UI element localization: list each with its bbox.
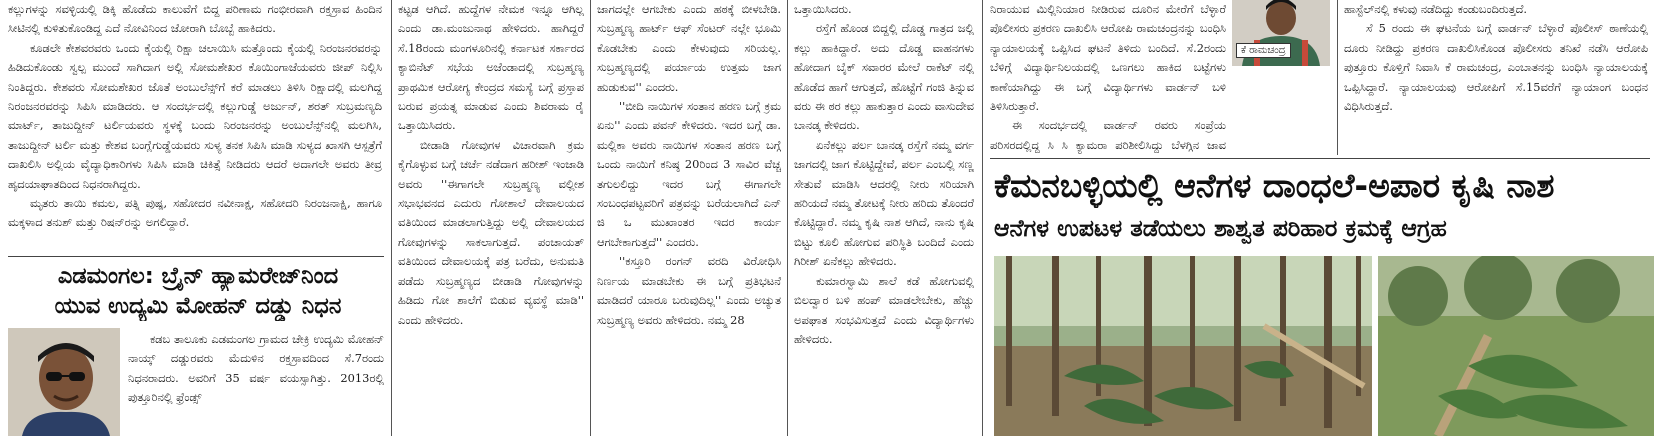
column-5 — [990, 0, 1226, 155]
photo-caption: ಕೆ ರಾಮಚಂದ್ರ — [1236, 43, 1291, 58]
story-paragraph: ''ಕಸ್ತೂರಿ ರಂಗನ್ ವರದಿ ವಿರೋಧಿಸಿ ನಿರ್ಣಯ ಮಾಡಬೇಕು ಈ ಬಗ್ಗೆ ಪ್ರತಿಭಟನೆ ಮಾಡಿದರೆ ಯಾರೂ ಬರುವುದಿಲ್ಲ'' ಎಂದು ಅಚ್ಯುತ ಸುಬ್ರಹ್ಮಣ್ಯ ಅವರು ಹೇಳಿದರು. ನಮ್ಮ 28 — [597, 254, 781, 327]
story-paragraph: ''ಬೀದಿ ನಾಯಿಗಳ ಸಂತಾನ ಹರಣ ಬಗ್ಗೆ ಕ್ರಮ ಏನು'' ಎಂದು ಪವನ್ ಕೇಳಿದರು. ಇದರ ಬಗ್ಗೆ ಡಾ. ಮಲ್ಲಿಕಾ ಅವರು ನಾಯಿಗಳ ಸಂತಾನ ಹರಣ ಬಗ್ಗೆ ಒಂದು ನಾಯಿಗೆ ಕನಿಷ್ಠ 20ರಿಂದ 3 ಸಾವಿರ ವೆಚ್ಚ ತಗುಲಲಿದ್ದು ಇದರ ಬಗ್ಗೆ ಈಗಾಗಲೇ ಸಂಬಂಧಪಟ್ಟವರಿಗೆ ಪತ್ರವನ್ನು ಬರೆಯಲಾಗಿದೆ ಎನ್ ಜಿ ಒ ಮುಖಾಂತರ ಇದರ ಕಾರ್ಯ ಆಗಬೇಕಾಗುತ್ತದೆ'' ಎಂದರು. — [597, 99, 781, 249]
main-headline: ಕೆಮನಬಳ್ಳಿಯಲ್ಲಿ ಆನೆಗಳ ದಾಂಧಲೆ-ಅಪಾರ ಕೃಷಿ ನಾಶ — [994, 166, 1555, 205]
headline-edamangala-line-2: ಯುವ ಉದ್ಯಮಿ ಮೋಹನ್ ದಡ್ಡು ನಿಧನ — [54, 293, 342, 319]
column-rule — [1337, 0, 1338, 155]
story-paragraph: ಕಟ್ಟಡ ಆಗಿದೆ. ಹುದ್ದೆಗಳ ನೇಮಕ ಇನ್ನೂ ಆಗಿಲ್ಲ ಎಂದು ಡಾ.ಮಂಜುನಾಥ ಹೇಳಿದರು. ಹಾಗಿದ್ದರೆ ಸೆ.18ರಂದು ಮಂಗಳೂರಿನಲ್ಲಿ ಕರ್ನಾಟಕ ಸರ್ಕಾರದ ಕ್ಯಾಬಿನೆಟ್ ಸಭೆಯ ಅಜೆಂಡಾದಲ್ಲಿ ಸುಬ್ರಹ್ಮಣ್ಯ ಪ್ರಾಥಮಿಕ ಆರೋಗ್ಯ ಕೇಂದ್ರದ ಸಮಸ್ಯೆ ಬಗ್ಗೆ ಪ್ರಸ್ತಾಪ ಬರುವ ಪ್ರಯತ್ನ ಮಾಡುವ ಎಂದು ಶಿವರಾಮ ರೈ ಒತ್ತಾಯಿಸಿದರು. — [398, 2, 584, 133]
story-paragraph: ಜಾಗದಲ್ಲೇ ಆಗಬೇಕು ಎಂದು ಹಠಕ್ಕೆ ಬೀಳಬೇಡಿ. ಸುಬ್ರಹ್ಮಣ್ಯ ಹಾರ್ಟ್ ಆಫ್ ಸೆಂಟರ್ ನಲ್ಲೇ ಭೂಮಿ ಕೊಡಬೇಕು ಎಂದು ಕೇಳುವುದು ಸರಿಯಲ್ಲ. ಸುಬ್ರಹ್ಮಣ್ಯದಲ್ಲಿ ಪರ್ಯಾಯ ಉತ್ತಮ ಜಾಗ ಹುಡುಕುವ'' ಎಂದರು. — [597, 2, 781, 94]
story-paragraph: ಮೃತರು ತಾಯಿ ಕಮಲ, ಪತ್ನಿ ಪುಷ್ಪ, ಸಹೋದರ ನವೀನಾಕ್ಷ, ಸಹೋದರಿ ನಿರಂಜನಾಕ್ಷಿ, ಹಾಗೂ ಮಕ್ಕಳಾದ ತನುಶ್ ಮತ್ತು ರಿಷನ್‌ರನ್ನು ಅಗಲಿದ್ದಾರೆ. — [8, 196, 382, 230]
column-2 — [398, 0, 584, 436]
column-rule — [391, 0, 392, 436]
plantation-damage-image — [994, 256, 1372, 436]
story-paragraph: ಸೆ 5 ರಂದು ಈ ಘಟನೆಯ ಬಗ್ಗೆ ವಾರ್ಡನ್ ಬೆಳ್ಳಾರೆ ಪೊಲೀಸ್ ಠಾಣೆಯಲ್ಲಿ ದೂರು ನೀಡಿದ್ದು ಪ್ರಕರಣ ದಾಖಲಿಸಿಕೊಂಡ ಪೊಲೀಸರು ತನಿಖೆ ನಡೆಸಿ ಆರೋಪಿ ಪುತ್ತೂರು ಕೊಳ್ತಿಗೆ ನಿವಾಸಿ ಕೆ ರಾಮಚಂದ್ರ, ಎಂಬಾತನನ್ನು ಬಂಧಿಸಿ ನ್ಯಾಯಾಲಯಕ್ಕೆ ಒಪ್ಪಿಸಿದ್ದಾರೆ. ನ್ಯಾಯಾಲಯವು ಆರೋಪಿಗೆ ಸೆ.15ವರೆಗೆ ನ್ಯಾಯಾಂಗ ಬಂಧನ ವಿಧಿಸಿರುತ್ತದೆ. — [1344, 21, 1648, 114]
main-subheadline: ಆನೆಗಳ ಉಪಟಳ ತಡೆಯಲು ಶಾಶ್ವತ ಪರಿಹಾರ ಕ್ರಮಕ್ಕೆ ಆಗ್ರಹ — [994, 214, 1447, 242]
column-1-top-story — [8, 0, 382, 252]
fallen-palm-image — [1378, 256, 1654, 436]
portrait-photo-mohan — [8, 328, 120, 436]
story-paragraph: ಕಲ್ಲುಗಳನ್ನು ಸವಳ್ಳಿಯಲ್ಲಿ ಡಿಕ್ಕಿ ಹೊಡೆದು ಕಾಲುವೆಗೆ ಬಿದ್ದ ಪರಿಣಾಮ ಗಂಭೀರವಾಗಿ ರಕ್ತಸ್ರಾವ ಹಿಂದಿನ ಸೀಟಿನಲ್ಲಿ ಕುಳಿತುಕೊಂಡಿದ್ದ ಎದೆ ನೋವಿನಿಂದ ಜೋರಾಗಿ ಬೊಬ್ಬೆ ಹಾಕಿದರು. — [8, 2, 382, 36]
story-divider — [8, 256, 384, 257]
story-paragraph: ಹಾಸ್ಟೆಲ್‌ನಲ್ಲಿ ಕಳುವು ನಡೆದಿದ್ದು ಕಂಡುಬಂದಿರುತ್ತದೆ. — [1344, 2, 1528, 16]
column-rule — [590, 0, 591, 436]
story-paragraph: ಒತ್ತಾಯಿಸಿದರು. — [794, 2, 852, 16]
story-paragraph: ರಸ್ತೆಗೆ ಹೊಂಡ ಬಿದ್ದಲ್ಲಿ ದೊಡ್ಡ ಗಾತ್ರದ ಜಲ್ಲಿ ಕಲ್ಲು ಹಾಕಿದ್ದಾರೆ. ಅದು ದೊಡ್ಡ ವಾಹನಗಳು ಹೋದಾಗ ಬೈಕ್ ಸವಾರರ ಮೇಲೆ ರಾಕೆಟ್ ನಲ್ಲಿ ಹೊಡೆದ ಹಾಗೆ ಆಗುತ್ತದೆ, ಹೊಟ್ಟೆಗೆ ಗಂಜಿ ತಿನ್ನುವ ವರು ಈ ಠರ ಕಲ್ಲು ಹಾಕುತ್ತಾರ ಎಂದು ವಾಸುದೇವ ಬಾನಡ್ಕ ಕೇಳಿದರು. — [794, 21, 974, 133]
headline-edamangala-line-1: ಎಡಮಂಗಲ: ಬ್ರೈನ್ ಹ್ಯಾಮರೇಜ್‌ನಿಂದ — [57, 263, 339, 289]
elephant-damage-photo-plantation — [994, 256, 1372, 436]
column-3 — [597, 0, 781, 436]
story-paragraph: ಕುಮಾರಸ್ವಾಮಿ ಶಾಲೆ ಕಡೆ ಹೋಗುವಲ್ಲಿ ಬಿಲದ್ವಾರ ಬಳಿ ಹಂಪ್ ಮಾಡಲೇಬೇಕು, ಹೆಚ್ಚು ಅಪಘಾತ ಸಂಭವಿಸುತ್ತದೆ ಎಂದು ವಿದ್ಯಾರ್ಥಿಗಳು ಹೇಳಿದರು. — [794, 273, 974, 346]
accused-photo — [1232, 0, 1330, 66]
column-4 — [794, 0, 974, 436]
column-6 — [1344, 0, 1648, 155]
story-paragraph: ಈ ಸಂದರ್ಭದಲ್ಲಿ ವಾರ್ಡನ್ ರವರು ಸಂಪ್ರೆಯ ಪರಿಸರದಲ್ಲಿದ್ದ ಸಿ ಸಿ ಕ್ಯಾಮರಾ ಪರಿಶೀಲಿಸಿದ್ದು ಬೆಳಗ್ಗಿನ ಜಾವ — [990, 118, 1226, 152]
elephant-damage-photo-fallen-palm — [1378, 256, 1654, 436]
person-portrait-image — [8, 328, 120, 436]
story-paragraph: ಬೀಡಾಡಿ ಗೋವುಗಳ ವಿಚಾರವಾಗಿ ಕ್ರಮ ಕೈಗೊಳ್ಳುವ ಬಗ್ಗೆ ಚರ್ಚೆ ನಡೆದಾಗ ಹರೀಶ್ ಇಂಜಾಡಿ ಅವರು ''ಈಗಾಗಲೇ ಸುಬ್ರಹ್ಮಣ್ಯ ವಲ್ಲೀಶ ಸಭಾಭವನದ ಎದುರು ಗೋಶಾಲೆ ದೇವಾಲಯದ ವತಿಯಿಂದ ಮಾಡಲಾಗುತ್ತಿದ್ದು ಅಲ್ಲಿ ದೇವಾಲಯದ ಗೋವುಗಳನ್ನು ಸಾಕಲಾಗುತ್ತದೆ. ಪಂಚಾಯತ್ ವತಿಯಿಂದ ದೇವಾಲಯಕ್ಕೆ ಪತ್ರ ಬರೆದು, ಅನುಮತಿ ಪಡೆದು ಸುಬ್ರಹ್ಮಣ್ಯದ ಬೀಡಾಡಿ ಗೋವುಗಳನ್ನು ಹಿಡಿದು ಗೋ ಶಾಲೆಗೆ ಬಿಡುವ ವ್ಯವಸ್ಥೆ ಮಾಡಿ'' ಎಂದು ಹೇಳಿದರು. — [398, 137, 584, 327]
story-divider — [990, 158, 1650, 159]
story-paragraph: ಏನೆಕಲ್ಲು ಪರ್ಲ ಬಾನಡ್ಕ ರಸ್ತೆಗೆ ನಮ್ಮ ವರ್ಗ ಜಾಗದಲ್ಲಿ ಜಾಗ ಕೊಟ್ಟಿದ್ದೇವೆ, ಪರ್ಲ ಎಂಬಲ್ಲಿ ಸಣ್ಣ ಸೇತುವೆ ಮಾಡಿಸಿ ಆದರಲ್ಲಿ ನೀರು ಸರಿಯಾಗಿ ಹರಿಯದೆ ನಮ್ಮ ತೋಟಕ್ಕೆ ನೀರು ಹರಿದು ತೊಂದರೆ ಕೊಟ್ಟಿದ್ದಾರೆ. ನಮ್ಮ ಕೃಷಿ ನಾಶ ಆಗಿದೆ, ನಾನು ಕೃಷಿ ಬಿಟ್ಟು ಕೂಲಿ ಹೋಗುವ ಪರಿಸ್ಥಿತಿ ಬಂದಿದೆ ಎಂದು ಗಿರೀಶ್ ಏನೆಕಲ್ಲು ಹೇಳಿದರು. — [794, 137, 974, 269]
story-paragraph: ಕಡಬ ತಾಲೂಕು ಎಡಮಂಗಲ ಗ್ರಾಮದ ಚೇಕ್ರಿ ಉದ್ಯಮಿ ಮೋಹನ್ ನಾಯ್ಕ್ ದಡ್ಡುರವರು ಮೆದುಳಿನ ರಕ್ತಸ್ರಾವದಿಂದ ಸೆ.7ರಂದು ನಿಧನರಾದರು. ಅವರಿಗೆ 35 ವರ್ಷ ವಯಸ್ಸಾಗಿತ್ತು. 2013ರಲ್ಲಿ ಪುತ್ತೂರಿನಲ್ಲಿ ಫ್ರೆಂಡ್ಸ್ — [128, 332, 384, 405]
story-paragraph: ನಿರಾಯುವ ಮಿಲ್ಲಿನಿಯಾರ ನೀಡಿರುವ ದೂರಿನ ಮೇರೆಗೆ ಬೆಳ್ಳಾರೆ ಪೊಲೀಸರು ಪ್ರಕರಣ ದಾಖಲಿಸಿ ಆರೋಪಿ ರಾಮಚಂದ್ರನನ್ನು ಬಂಧಿಸಿ ನ್ಯಾಯಾಲಯಕ್ಕೆ ಒಪ್ಪಿಸಿದ ಘಟನೆ ತಿಳಿದು ಬಂದಿದೆ. ಸೆ.2ರಂದು ಬೆಳಿಗ್ಗೆ ವಿದ್ಯಾರ್ಥಿನಿಲಯದಲ್ಲಿ ಒಣಗಲು ಹಾಕಿದ ಬಟ್ಟೆಗಳು ಕಾಣೆಯಾಗಿದ್ದು ಈ ಬಗ್ಗೆ ವಿದ್ಯಾರ್ಥಿಗಳು ವಾರ್ಡನ್ ಬಳಿ ತಿಳಿಸಿರುತ್ತಾರೆ. — [990, 2, 1226, 114]
column-1-bottom-story — [128, 330, 384, 436]
column-rule — [787, 0, 788, 436]
column-rule — [982, 0, 983, 436]
story-paragraph: ಕೂಡಲೇ ಕೇಶವರವರು ಒಂದು ಕೈಯಲ್ಲಿ ರಿಕ್ಷಾ ಚಲಾಯಿಸಿ ಮತ್ತೊಂದು ಕೈಯಲ್ಲಿ ನಿರಂಜನರವರನ್ನು ಹಿಡಿದುಕೊಂಡು ಸ್ವಲ್ಪ ಮುಂದೆ ಸಾಗಿದಾಗ ಅಲ್ಲಿ ಸೋಮಶೇಖರ ಕೊಯಿಂಗಾಜೆಯವರು ಜೀಪ್ ನಿಲ್ಲಿಸಿ ನಿಂತಿದ್ದರು. ಕೇಶವರು ಸೋಮಶೇಖರ ಜೊತೆ ಅಂಬುಲೆನ್ಸ್‌ಗೆ ಕರೆ ಮಾಡಲು ತಿಳಿಸಿ ರಿಕ್ಷಾದಲ್ಲಿ ಮಲಗಿದ್ದ ನಿರಂಜನರವರನ್ನು ಸಿಪಿಸಿ ಮಾಡಿದರು. ಆ ಸಂದರ್ಭದಲ್ಲಿ ಕಲ್ಲುಗುಡ್ಡೆ ಅರ್ಜುನ್, ಶರತ್ ಸುಬ್ರಮಣ್ಯದಿ ಮಾರ್ಟ್, ತಾಜುದ್ದೀನ್ ಟರ್ಲಿಯವರು ಸ್ಥಳಕ್ಕೆ ಬಂದು ನಿರಂಜನರನ್ನು ಅಂಬುಲೆನ್ಸ್‌ನಲ್ಲಿ ಮಲಗಿಸಿ, ತಾಜುದ್ದೀನ್ ಟರ್ಲಿ ಮತ್ತು ಕೇಶವ ಬಂಗ್ಲೆಗುಡ್ಡೆಯವರು ಸುಳ್ಯ ತನಕ ಸಿಪಿಸಿ ಮಾಡಿ ಸುಳ್ಯದ ಖಾಸಗಿ ಆಸ್ಪತ್ರೆಗೆ ದಾಖಲಿಸಿ ಅಲ್ಲಿಯ ವೈದ್ಯಾಧಿಕಾರಿಗಳು ಸಿಪಿಸಿ ಮಾಡಿ ಚಿಕಿತ್ಸೆ ನೀಡಿದರು ಆದರೆ ಅದಾಗಲೇ ಅವರು ತೀವ್ರ ಹೃದಯಾಘಾತದಿಂದ ನಿಧನರಾಗಿದ್ದರು. — [8, 40, 382, 191]
